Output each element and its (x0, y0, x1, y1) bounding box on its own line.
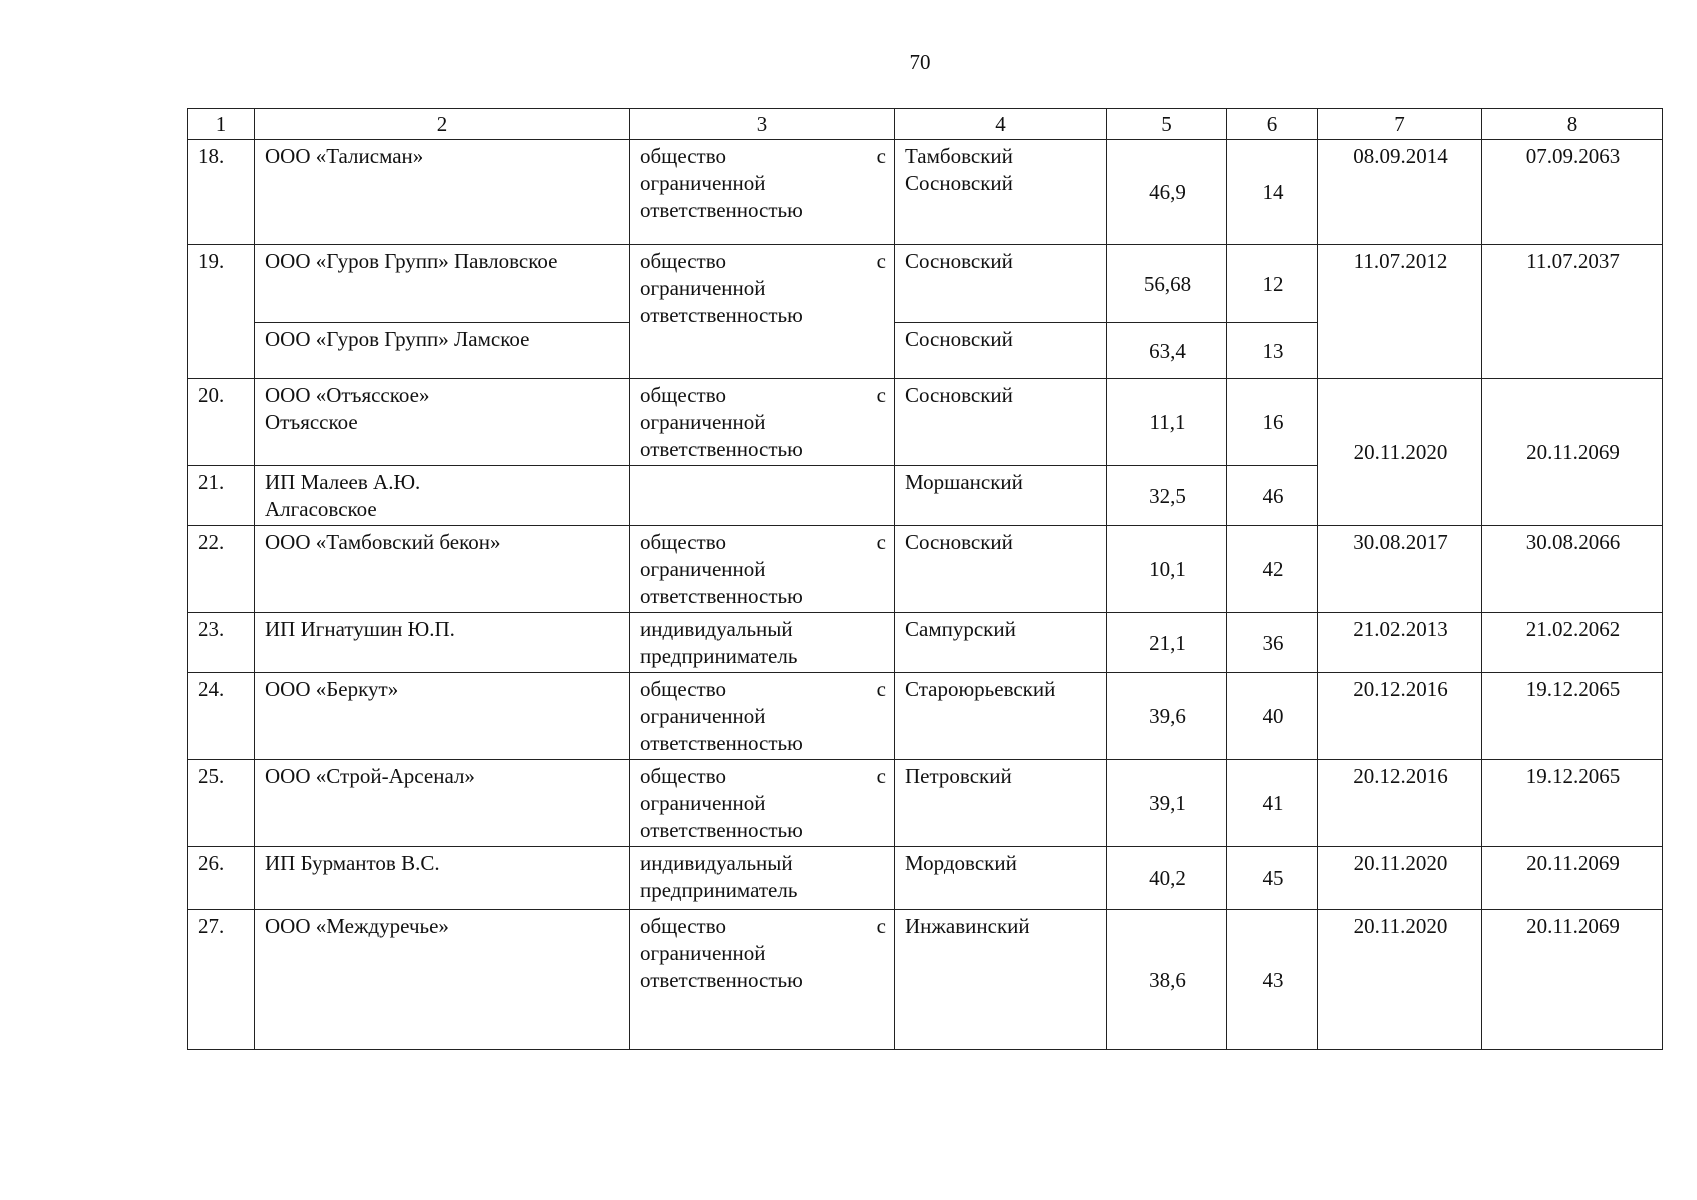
header-cell: 1 (188, 109, 255, 140)
header-cell: 3 (630, 109, 895, 140)
row-number: 25. (188, 760, 255, 847)
column-6-value: 41 (1227, 760, 1318, 847)
row-number: 18. (188, 140, 255, 245)
date-from: 08.09.2014 (1318, 140, 1482, 245)
column-5-value: 11,1 (1107, 379, 1227, 466)
date-from: 20.11.2020 (1318, 910, 1482, 1050)
row-number: 27. (188, 910, 255, 1050)
page-number: 70 (909, 50, 931, 74)
district: Сосновский (895, 379, 1107, 466)
legal-form: общество с ограниченной ответственностью (630, 245, 895, 379)
legal-form (630, 466, 895, 526)
date-to: 21.02.2062 (1482, 613, 1663, 673)
district: Староюрьевский (895, 673, 1107, 760)
row-number: 21. (188, 466, 255, 526)
legal-form: общество с ограниченной ответственностью (630, 140, 895, 245)
column-5-value: 32,5 (1107, 466, 1227, 526)
column-6-value: 16 (1227, 379, 1318, 466)
district: Петровский (895, 760, 1107, 847)
district: Сосновский (895, 323, 1107, 379)
column-5-value: 21,1 (1107, 613, 1227, 673)
row-number: 24. (188, 673, 255, 760)
column-6-value: 13 (1227, 323, 1318, 379)
legal-form: общество с ограниченной ответственностью (630, 673, 895, 760)
header-cell: 6 (1227, 109, 1318, 140)
company-name: ООО «Гуров Групп» Ламское (255, 323, 630, 379)
company-name: ООО «Талисман» (255, 140, 630, 245)
column-6-value: 42 (1227, 526, 1318, 613)
header-row (188, 109, 1663, 140)
company-name: ИП Игнатушин Ю.П. (255, 613, 630, 673)
date-from: 11.07.2012 (1318, 245, 1482, 379)
table-row (188, 847, 1663, 910)
date-to: 20.11.2069 (1482, 847, 1663, 910)
date-from: 20.12.2016 (1318, 760, 1482, 847)
company-name: ООО «Отъясское» Отъясское (255, 379, 630, 466)
legal-form: индивидуальный предприниматель (630, 613, 895, 673)
date-to: 20.11.2069 (1482, 379, 1663, 526)
company-name: ООО «Междуречье» (255, 910, 630, 1050)
date-to: 07.09.2063 (1482, 140, 1663, 245)
date-to: 30.08.2066 (1482, 526, 1663, 613)
header-cell: 8 (1482, 109, 1663, 140)
header-cell: 5 (1107, 109, 1227, 140)
row-number: 19. (188, 245, 255, 379)
date-from: 20.11.2020 (1318, 847, 1482, 910)
company-name: ООО «Гуров Групп» Павловское (255, 245, 630, 323)
company-name: ИП Малеев А.Ю. Алгасовское (255, 466, 630, 526)
column-6-value: 46 (1227, 466, 1318, 526)
table-row (188, 379, 1663, 466)
district: Мордовский (895, 847, 1107, 910)
legal-form: общество с ограниченной ответственностью (630, 910, 895, 1050)
column-5-value: 39,6 (1107, 673, 1227, 760)
column-6-value: 12 (1227, 245, 1318, 323)
date-to: 19.12.2065 (1482, 760, 1663, 847)
district: Моршанский (895, 466, 1107, 526)
column-6-value: 40 (1227, 673, 1318, 760)
date-from: 20.12.2016 (1318, 673, 1482, 760)
table-row (188, 760, 1663, 847)
column-6-value: 45 (1227, 847, 1318, 910)
column-5-value: 38,6 (1107, 910, 1227, 1050)
date-to: 11.07.2037 (1482, 245, 1663, 379)
company-name: ООО «Строй-Арсенал» (255, 760, 630, 847)
table-row (188, 140, 1663, 245)
table-row (188, 526, 1663, 613)
date-from: 30.08.2017 (1318, 526, 1482, 613)
district: Сампурский (895, 613, 1107, 673)
row-number: 20. (188, 379, 255, 466)
legal-form: общество с ограниченной ответственностью (630, 379, 895, 466)
header-cell: 4 (895, 109, 1107, 140)
legal-form: индивидуальный предприниматель (630, 847, 895, 910)
date-to: 20.11.2069 (1482, 910, 1663, 1050)
column-5-value: 39,1 (1107, 760, 1227, 847)
column-6-value: 43 (1227, 910, 1318, 1050)
district: Тамбовский Сосновский (895, 140, 1107, 245)
column-6-value: 36 (1227, 613, 1318, 673)
header-cell: 7 (1318, 109, 1482, 140)
column-5-value: 10,1 (1107, 526, 1227, 613)
column-6-value: 14 (1227, 140, 1318, 245)
table-row (188, 910, 1663, 1050)
company-name: ООО «Тамбовский бекон» (255, 526, 630, 613)
district: Сосновский (895, 526, 1107, 613)
table-row (188, 673, 1663, 760)
row-number: 23. (188, 613, 255, 673)
legal-form: общество с ограниченной ответственностью (630, 760, 895, 847)
company-name: ИП Бурмантов В.С. (255, 847, 630, 910)
legal-form: общество с ограниченной ответственностью (630, 526, 895, 613)
column-5-value: 56,68 (1107, 245, 1227, 323)
date-from: 20.11.2020 (1318, 379, 1482, 526)
date-from: 21.02.2013 (1318, 613, 1482, 673)
table-row (188, 613, 1663, 673)
row-number: 22. (188, 526, 255, 613)
table-row (188, 245, 1663, 323)
date-to: 19.12.2065 (1482, 673, 1663, 760)
column-5-value: 63,4 (1107, 323, 1227, 379)
row-number: 26. (188, 847, 255, 910)
registry-table (187, 108, 1663, 1050)
district: Сосновский (895, 245, 1107, 323)
company-name: ООО «Беркут» (255, 673, 630, 760)
district: Инжавинский (895, 910, 1107, 1050)
column-5-value: 46,9 (1107, 140, 1227, 245)
column-5-value: 40,2 (1107, 847, 1227, 910)
header-cell: 2 (255, 109, 630, 140)
